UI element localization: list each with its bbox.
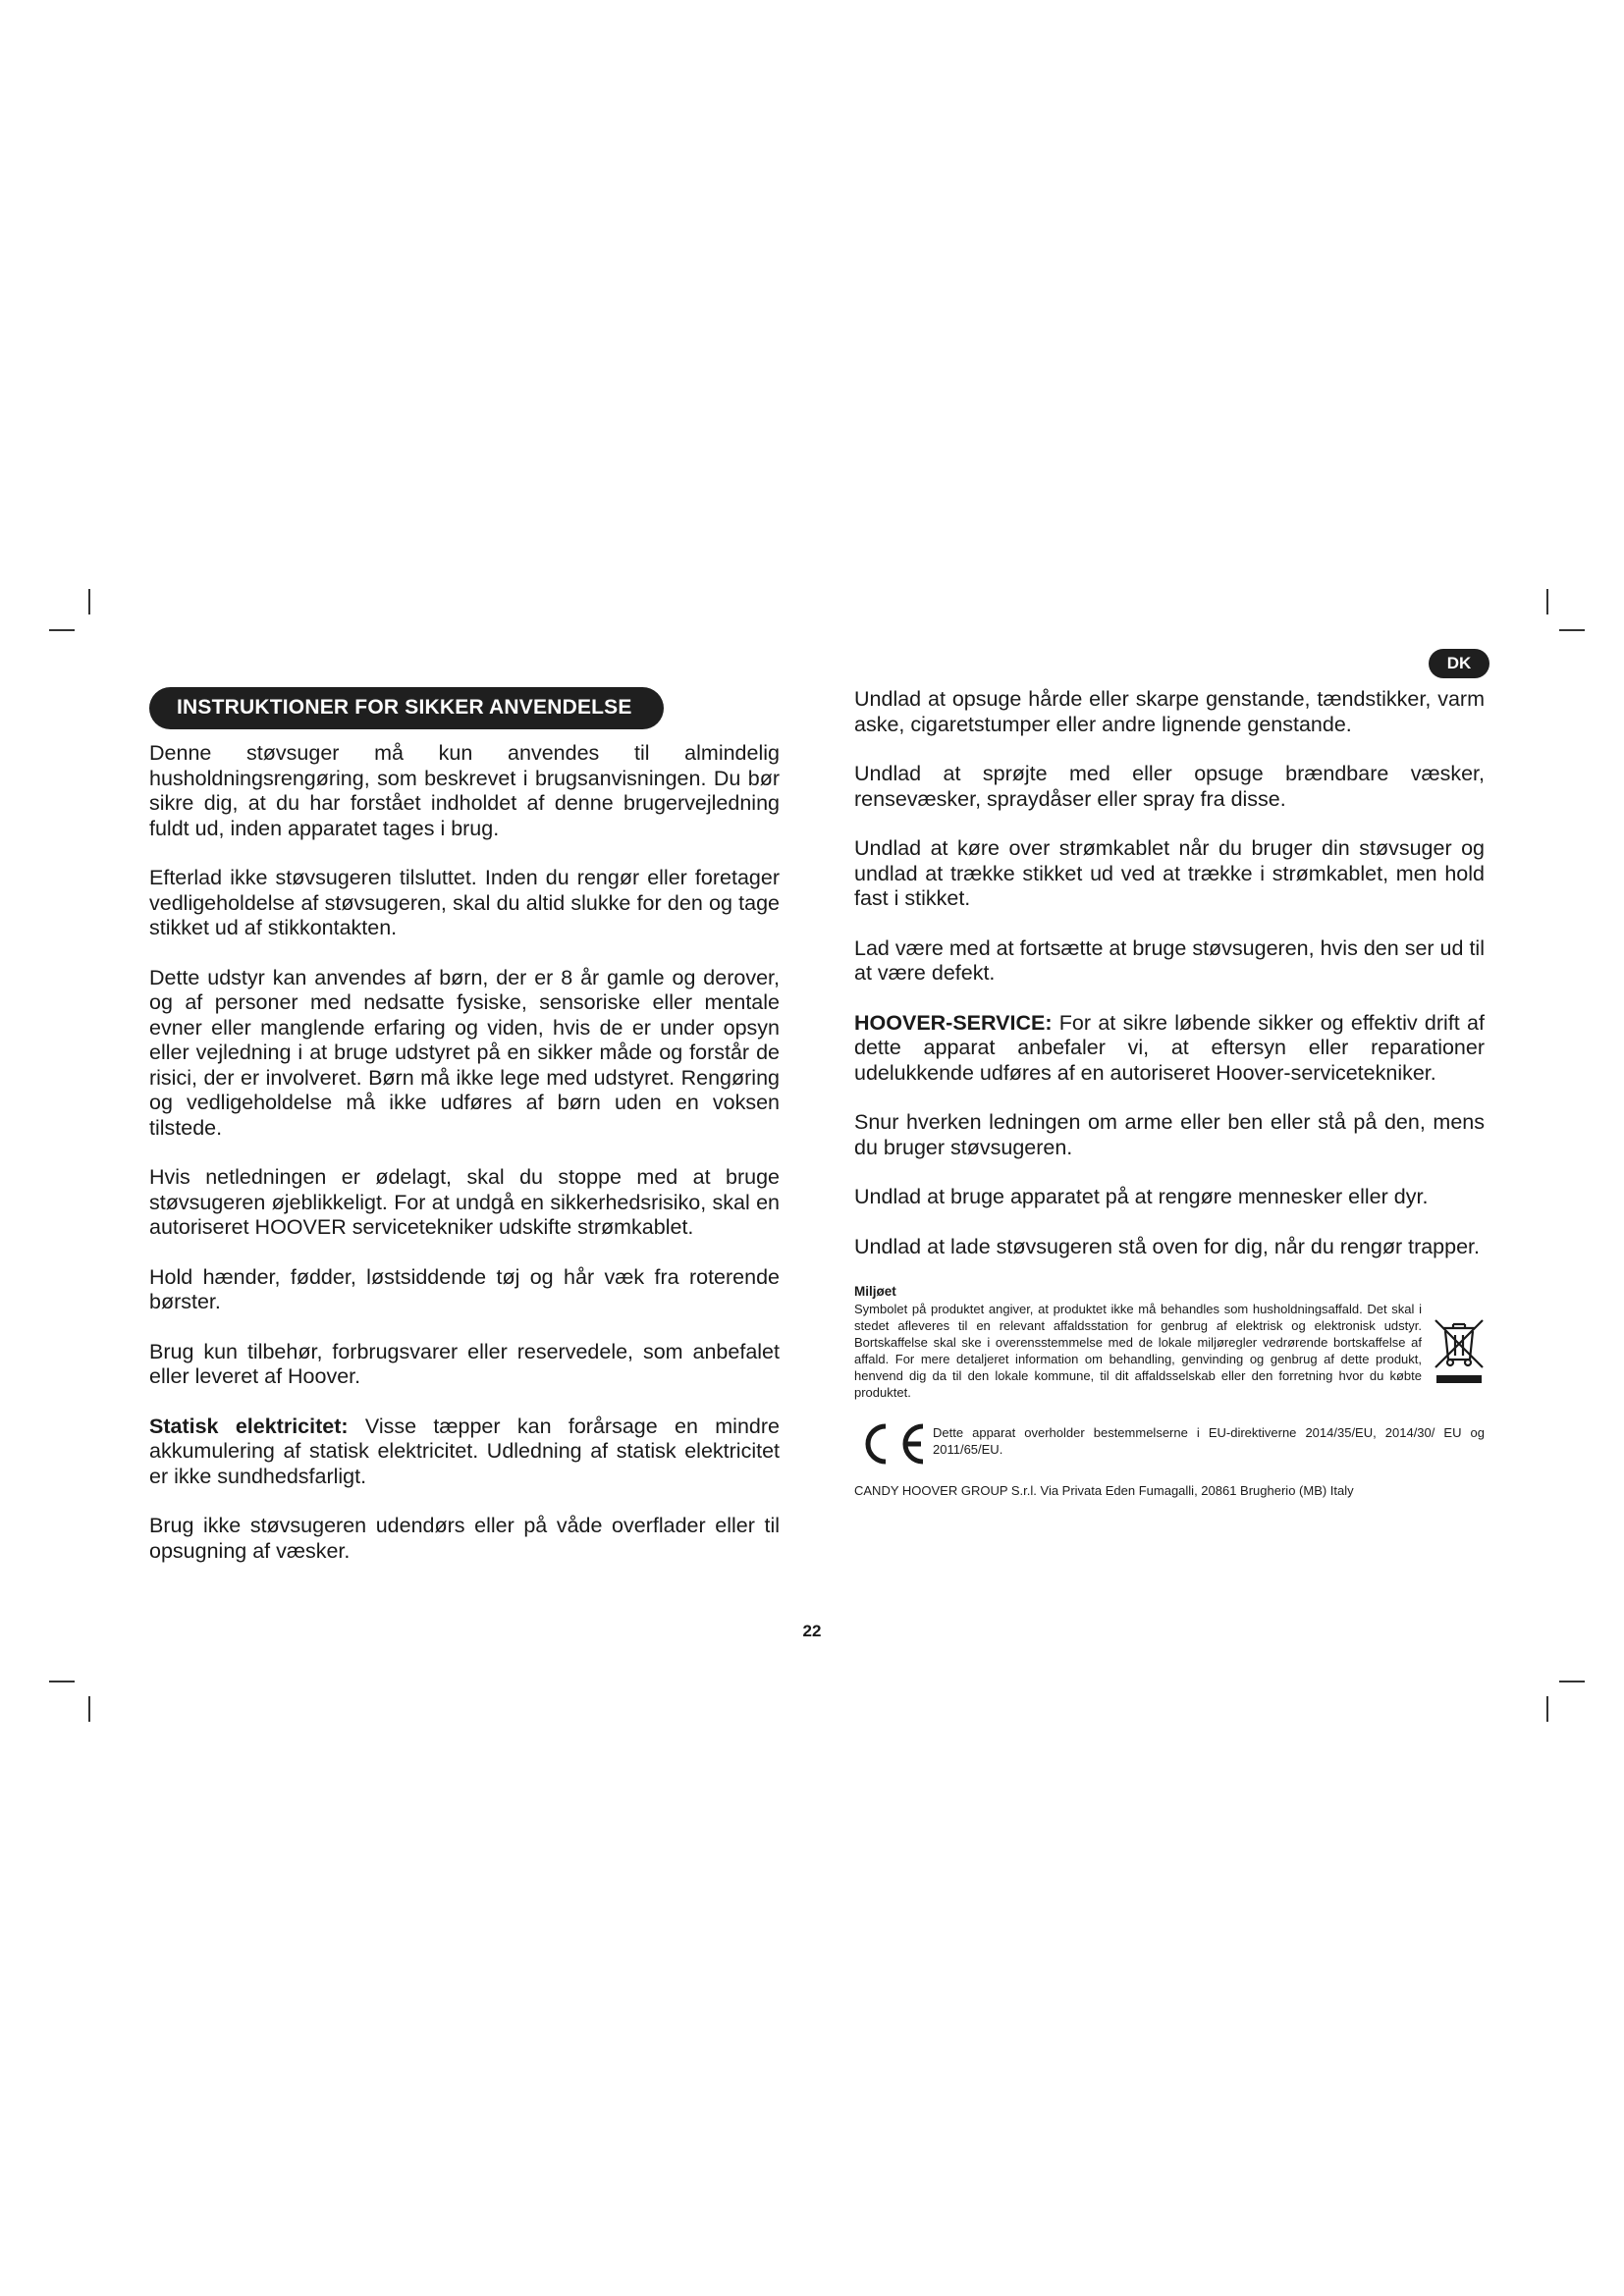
- paragraph-lead: Statisk elektricitet:: [149, 1414, 349, 1438]
- paragraph: [149, 866, 780, 941]
- paragraph: [854, 1011, 1485, 1087]
- paragraph-text: Undlad at bruge apparatet på at rengøre mennesker eller dyr.: [854, 1185, 1429, 1208]
- ce-mark-icon: [854, 1420, 931, 1468]
- paragraph: [149, 1340, 780, 1390]
- crop-mark: [1559, 1681, 1585, 1682]
- paragraph: [854, 936, 1485, 987]
- paragraph-text: Efterlad ikke støvsugeren tilsluttet. Inden du rengør eller foretager vedligeholdelse af støvsugeren, skal du altid slukke for den og tage stikket ud af stikkontakten.: [149, 866, 780, 939]
- paragraph-text: Hvis netledningen er ødelagt, skal du stoppe med at bruge støvsugeren øjeblikkeligt. For at undgå en sikkerhedsrisiko, skal en autoriseret HOOVER servicetekniker udskifte strømkablet.: [149, 1165, 780, 1239]
- crop-mark: [1546, 589, 1548, 614]
- paragraph-text: Denne støvsuger må kun anvendes til almindelig husholdningsrengøring, som beskrevet i brugsanvisningen. Du bør sikre dig, at du har forstået indholdet af denne brugervejledning fuldt ud, inden apparatet tages i brug.: [149, 741, 780, 840]
- company-address: CANDY HOOVER GROUP S.r.l. Via Privata Eden Fumagalli, 20861 Brugherio (MB) Italy: [854, 1483, 1354, 1498]
- paragraph: [854, 687, 1485, 737]
- paragraph-text: Brug kun tilbehør, forbrugsvarer eller reservedele, som anbefalet eller leveret af Hoover.: [149, 1339, 780, 1388]
- paragraph: [149, 741, 780, 841]
- paragraph-lead: HOOVER-SERVICE:: [854, 1010, 1053, 1035]
- crop-mark: [88, 1696, 90, 1722]
- crop-mark: [49, 1681, 75, 1682]
- section-heading: INSTRUKTIONER FOR SIKKER ANVENDELSE: [149, 687, 664, 729]
- paragraph: [854, 762, 1485, 812]
- paragraph: [149, 966, 780, 1142]
- left-column: [149, 687, 780, 1588]
- weee-crossed-bin-icon: [1430, 1314, 1489, 1385]
- paragraph-text: Visse tæpper kan forårsage en mindre akkumulering af statisk elektricitet. Udledning af statisk elektricitet er ikke sundhedsfarligt.: [149, 1414, 780, 1488]
- paragraph: [854, 1185, 1485, 1210]
- crop-mark: [49, 629, 75, 631]
- paragraph: [149, 1514, 780, 1564]
- paragraph-text: Lad være med at fortsætte at bruge støvsugeren, hvis den ser ud til at være defekt.: [854, 935, 1485, 985]
- right-column: [854, 687, 1485, 1498]
- paragraph: [854, 836, 1485, 912]
- paragraph: [854, 1235, 1485, 1260]
- paragraph: [854, 1110, 1485, 1160]
- paragraph-text: Undlad at sprøjte med eller opsuge brændbare væsker, rensevæsker, spraydåser eller spray fra disse.: [854, 762, 1485, 811]
- environment-title: Miljøet: [854, 1284, 896, 1299]
- paragraph: [149, 1415, 780, 1490]
- page-number: 22: [802, 1622, 822, 1640]
- paragraph-text: Snur hverken ledningen om arme eller ben eller stå på den, mens du bruger støvsugeren.: [854, 1110, 1485, 1159]
- paragraph-text: For at sikre løbende sikker og effektiv drift af dette apparat anbefaler vi, at eftersyn eller reparationer udelukkende udføres af en autoriseret Hoover-servicetekniker.: [854, 1010, 1485, 1085]
- right-paragraphs: [854, 687, 1485, 1259]
- paragraph-text: Hold hænder, fødder, løstsiddende tøj og hår væk fra roterende børster.: [149, 1264, 780, 1313]
- heading-wrap: [149, 687, 780, 729]
- environment-text: Symbolet på produktet angiver, at produktet ikke må behandles som husholdningsaffald. Det skal i stedet afleveres til en relevant affaldsstation for genbrug af elektrisk og elektronisk udstyr. Bortskaffelse skal ske i overensstemmelse med de lokale miljøregler vedrørende bortskaffelse af affald. For mere detaljeret information om behandling, genvinding og genbrug af dette produkt, henvend dig da til den lokale kommune, til dit affaldsselskab eller den forretning hvor du købte produktet.: [854, 1302, 1422, 1400]
- crop-mark: [1546, 1696, 1548, 1722]
- language-badge: DK: [1429, 649, 1489, 678]
- environment-block: [854, 1301, 1485, 1401]
- left-paragraphs: [149, 741, 780, 1564]
- paragraph-text: Undlad at køre over strømkablet når du bruger din støvsuger og undlad at trække stikket ud ved at trække i strømkablet, men hold fast i stikket.: [854, 836, 1485, 910]
- paragraph: [149, 1165, 780, 1241]
- crop-mark: [1559, 629, 1585, 631]
- paragraph-text: Undlad at opsuge hårde eller skarpe genstande, tændstikker, varm aske, cigaretstumper eller andre lignende genstande.: [854, 687, 1485, 736]
- paragraph-text: Brug ikke støvsugeren udendørs eller på våde overflader eller til opsugning af væsker.: [149, 1514, 780, 1563]
- ce-row: [854, 1420, 1485, 1468]
- crop-mark: [88, 589, 90, 614]
- paragraph-text: Dette udstyr kan anvendes af børn, der er 8 år gamle og derover, og af personer med nedsatte fysiske, sensoriske eller mentale evner eller manglende erfaring og viden, hvis de er under opsyn eller vejledning i at bruge udstyret på en sikker måde og forstår de risici, der er involveret. Børn må ikke lege med udstyret. Rengøring og vedligeholdelse må ikke udføres af børn uden en voksen tilstede.: [149, 965, 780, 1140]
- ce-declaration: Dette apparat overholder bestemmelserne i EU-direktiverne 2014/35/EU, 2014/30/ EU og 2011/65/EU.: [933, 1425, 1485, 1457]
- paragraph: [149, 1265, 780, 1315]
- paragraph-text: Undlad at lade støvsugeren stå oven for dig, når du rengør trapper.: [854, 1234, 1481, 1258]
